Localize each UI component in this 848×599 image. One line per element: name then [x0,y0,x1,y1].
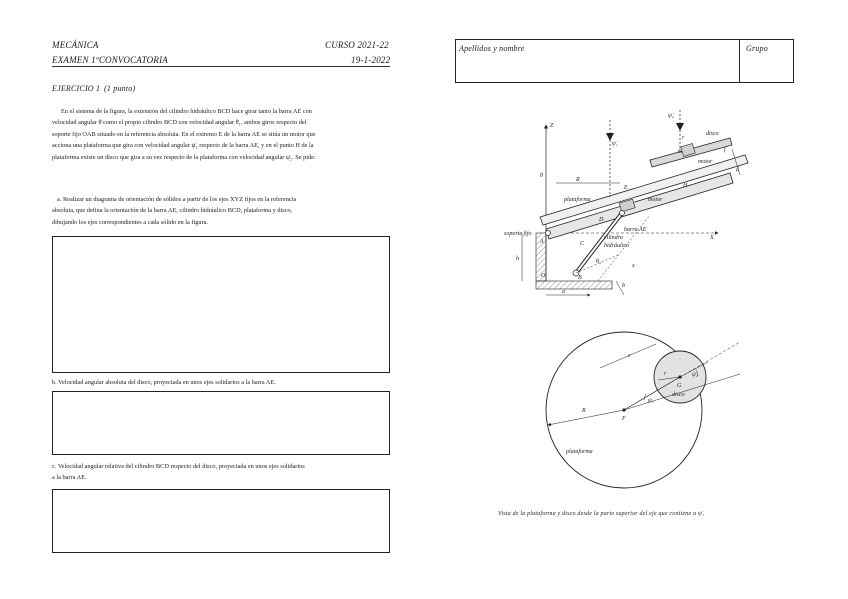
label-soporte: soporte fijo [504,231,532,237]
label-h: H [683,183,688,189]
label-c: c [628,353,631,359]
label-plataforma: plataforma [566,449,593,455]
group-input[interactable] [741,50,793,81]
label-r: r [682,135,685,141]
label-g: G [678,149,683,155]
label-psi1: ψ₁ [648,398,654,404]
label-barra: barra AE [624,227,647,233]
label-psi2: ψ̇₂ [668,113,674,119]
question-a-line: a. Realizar un diagrama de orientación de sólidos a partir de los ejes XYZ fijos en la referencia [57,196,297,203]
ground [536,281,612,289]
name-input[interactable] [457,50,740,81]
label-cilindro: cilindro [604,235,623,241]
label-A: A [540,239,544,245]
label-G: G [677,383,682,389]
label-B: B [578,275,582,281]
answer-box-a[interactable] [52,236,390,373]
answer-box-c[interactable] [52,489,390,553]
label-x-small: x [632,263,635,269]
label-R: R [582,408,586,414]
label-b: b [622,283,625,289]
label-motor-top: motor [698,159,713,165]
name-label: Apellidos y nombre [459,44,525,53]
label-X: X [710,235,714,241]
mechanism-figure [500,105,770,310]
group-label: Grupo [746,44,768,53]
figure-caption: Vista de la plataforma y disco desde la parte superior del eje que contiene a ψ̇₁ [498,511,705,517]
question-a-line: dibujando los ejes correspondientes a cada sólido en la figura. [52,218,208,226]
label-disco: disco [706,131,719,137]
exam-date: 19-1-2022 [351,55,391,65]
label-hidraulico: hidráulico [604,243,629,249]
psi2-arrow-icon [676,123,684,131]
statement-line: En el sistema de la figura, la extensión del cilindro hidráulico BCD hace girar tanto la barra AE con [61,108,312,115]
label-plataforma: plataforma [564,197,591,203]
label-F: F [622,416,626,422]
pin-d [620,211,625,216]
label-z: Z [550,123,554,129]
pin-a [546,231,551,236]
course-year: CURSO 2021-22 [325,40,389,50]
label-a: a [562,289,565,295]
label-f: f [724,147,726,153]
platform-top-view [540,330,780,500]
label-O: O [541,273,546,279]
label-motor: motor [648,197,663,203]
statement-line: plataforma existe un disco que gira a su vez respecto de la plataforma con velocidad angular ψ̇₂. Se pide: [52,153,316,161]
question-a-line: absoluta, que defina la orientación de la barra AE, cilindro hidráulico BCD, plataforma y disco, [52,207,293,215]
exercise-statement [52,106,392,163]
label-disco: disco [672,392,685,398]
question-b: b. Velocidad angular absoluta del disco, proyectada en unos ejes solidarios a la barra AE. [52,379,276,386]
label-theta1: θ₁ [596,259,602,265]
question-a [52,194,392,228]
question-c [52,461,392,484]
label-theta: θ [540,173,543,179]
question-c-line: c. Velocidad angular relativa del cilindro BCD respecto del disco, proyectada en unos ejes solidarios [52,463,305,470]
statement-line: soporte fijo OAB situado en la referencia absoluta. En el extremo E de la barra AE se sitúa un motor que [52,130,316,138]
course-name: MECÁNICA [52,40,99,50]
label-R: R [576,177,580,183]
exercise-title: EJERCICIO 1 [52,84,101,93]
label-psi2: ψ₂ [692,372,698,378]
exercise-points: (1 punto) [104,84,136,93]
psi1-arrow-icon [606,133,614,141]
label-h-dim: h [516,256,519,262]
label-C: C [580,241,585,247]
label-d: d [736,167,739,173]
label-r: r [664,371,667,377]
statement-line: acciona una plataforma que gira con velocidad angular ψ̇₁ respecto de la barra AE, y en el punto H de la [52,142,314,150]
question-c-line: a la barra AE. [52,474,87,482]
header-rule [52,66,390,67]
label-D: D [599,217,604,223]
exam-name: EXAMEN 1ºCONVOCATORIA [52,55,168,65]
answer-box-b[interactable] [52,391,390,455]
label-E: E [624,185,628,191]
statement-line: velocidad angular θ̇ como el propio cilindro BCD con velocidad angular θ̇₁, ambos giros respecto del [52,119,307,127]
label-psi1: ψ̇₁ [612,141,618,147]
platform [540,155,748,225]
